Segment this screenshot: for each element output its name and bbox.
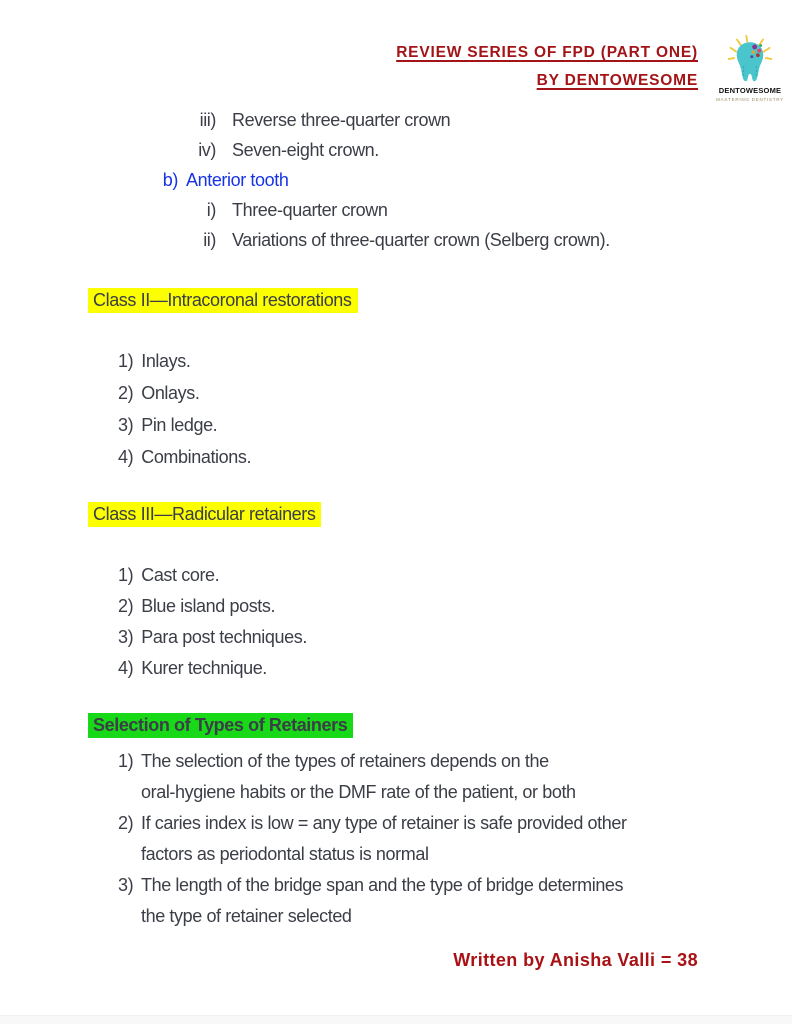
subheading-text: Anterior tooth bbox=[186, 170, 289, 190]
list-marker: i) bbox=[206, 200, 216, 220]
list-item-text: Variations of three-quarter crown (Selberg crown). bbox=[232, 230, 610, 250]
list-item-text: The selection of the types of retainers depends on the oral-hygiene habits or the DMF rate of the patient, or both bbox=[141, 751, 576, 802]
list-item-text: If caries index is low = any type of retainer is safe provided other factors as periodontal status is normal bbox=[141, 813, 627, 864]
list-item bbox=[118, 377, 251, 409]
list-marker: 3) bbox=[118, 415, 134, 435]
list-item-text: Inlays. bbox=[141, 351, 191, 371]
page-bottom-edge bbox=[0, 1015, 792, 1024]
list-marker: 4) bbox=[118, 447, 134, 467]
list-item bbox=[0, 225, 792, 255]
list-item-text: Cast core. bbox=[141, 565, 220, 585]
list-item-text: Pin ledge. bbox=[141, 415, 218, 435]
list-item-text: Onlays. bbox=[141, 383, 200, 403]
list-item bbox=[118, 345, 251, 377]
list-item bbox=[118, 409, 251, 441]
heading-selection-of-retainers: Selection of Types of Retainers bbox=[88, 713, 353, 738]
list-item bbox=[118, 441, 251, 473]
list-item bbox=[0, 135, 792, 165]
series-author: BY DENTOWESOME bbox=[536, 72, 698, 89]
heading-class3: Class III—Radicular retainers bbox=[88, 502, 321, 527]
list-marker: iv) bbox=[198, 140, 216, 160]
list-item bbox=[0, 105, 792, 135]
list-marker: 2) bbox=[118, 596, 134, 616]
list-item bbox=[118, 870, 758, 932]
class3-list bbox=[118, 560, 307, 684]
list-item bbox=[118, 653, 307, 684]
list-marker: 1) bbox=[118, 351, 134, 371]
list-marker: 2) bbox=[118, 383, 134, 403]
list-item-text: Three-quarter crown bbox=[232, 200, 388, 220]
selection-list bbox=[118, 746, 758, 932]
list-item-text: Para post techniques. bbox=[141, 627, 307, 647]
list-item-text: Combinations. bbox=[141, 447, 252, 467]
list-item bbox=[118, 622, 307, 653]
list-item-text: Seven-eight crown. bbox=[232, 140, 379, 160]
list-marker: ii) bbox=[203, 230, 216, 250]
list-marker: 3) bbox=[118, 627, 134, 647]
list-item-text: The length of the bridge span and the type of bridge determines the type of retainer selected bbox=[141, 875, 624, 926]
logo-tagline-text: MASTERING DENTISTRY bbox=[716, 97, 784, 102]
list-item bbox=[0, 195, 792, 225]
list-item-text: Kurer technique. bbox=[141, 658, 267, 678]
page-footer-credit: Written by Anisha Valli = 38 bbox=[453, 950, 698, 970]
heading-class2: Class II—Intracoronal restorations bbox=[88, 288, 358, 313]
subheading-anterior-tooth bbox=[0, 165, 792, 195]
list-marker: 1) bbox=[118, 565, 134, 585]
series-title: REVIEW SERIES OF FPD (PART ONE) bbox=[396, 44, 698, 61]
anterior-outline-list bbox=[0, 105, 792, 255]
list-item bbox=[118, 591, 307, 622]
logo-brand-text: DENTOWESOME bbox=[718, 86, 782, 95]
class2-list bbox=[118, 345, 251, 473]
list-marker: 4) bbox=[118, 658, 134, 678]
dentowesome-logo bbox=[711, 33, 789, 102]
list-item-text: Reverse three-quarter crown bbox=[232, 110, 451, 130]
list-item bbox=[118, 560, 307, 591]
list-item bbox=[118, 808, 758, 870]
list-item bbox=[118, 746, 758, 808]
list-marker: b) bbox=[162, 170, 178, 190]
list-marker: iii) bbox=[199, 110, 216, 130]
list-marker: 2) bbox=[118, 813, 134, 833]
list-item-text: Blue island posts. bbox=[141, 596, 276, 616]
tooth-icon bbox=[711, 33, 789, 85]
list-marker: 3) bbox=[118, 875, 134, 895]
document-header bbox=[396, 44, 698, 90]
list-marker: 1) bbox=[118, 751, 134, 771]
